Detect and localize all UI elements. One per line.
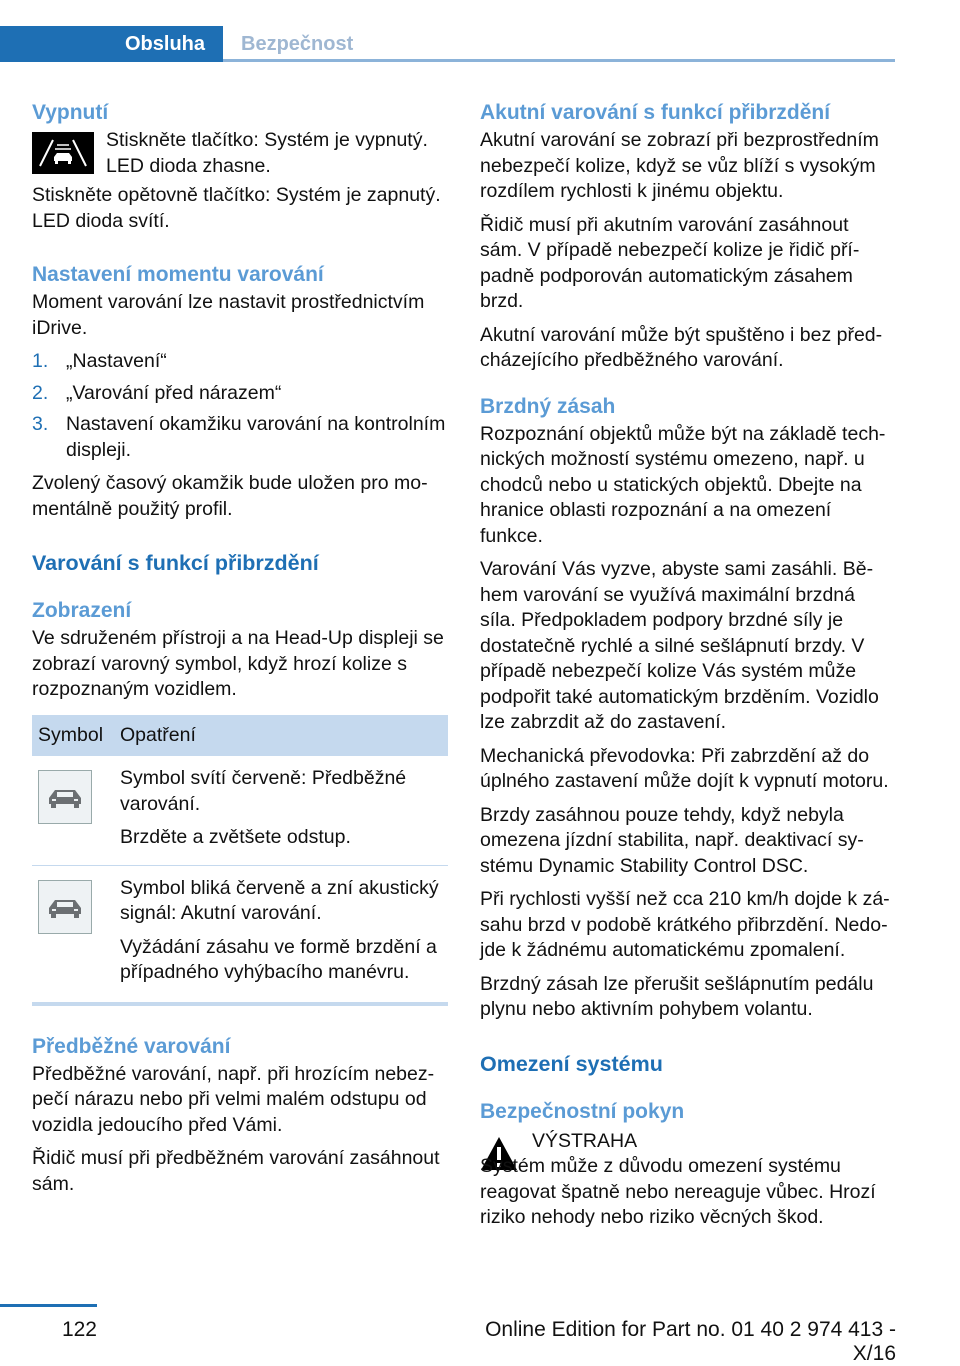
step-number: 2. — [32, 381, 49, 404]
page-number: 122 — [61, 1318, 97, 1341]
table-row — [32, 756, 448, 865]
brzdny-paragraph-4: Brzdy zasáhnou pouze tehdy, když nebyla omezena jízdní stabilita, např. deaktivací systému Dynamic Stability Control DSC. — [480, 803, 864, 877]
warning-text-block — [480, 1129, 896, 1231]
table-cell-text: Symbol bliká červeně a zní akustický signál: Akutní varování. — [120, 876, 439, 924]
vypnuti-icon-row — [32, 128, 448, 179]
vypnuti-paragraph: Stiskněte opětovně tlačítko: Systém je zapnutý. LED dioda svítí. — [32, 184, 441, 232]
list-item — [32, 381, 448, 407]
brzdny-paragraph: Rozpoznání objektů může být na základě technických možností systému omezeno, např. u chodců nebo u statických objektů. Dbejte na hranice oblasti rozpoznání a na omezení funkce. — [480, 422, 886, 547]
section-title-omezeni: Omezení systému — [480, 1051, 663, 1076]
section-title-pokyn: Bezpečnostní pokyn — [480, 1099, 685, 1123]
brzdny-paragraph-2: Varování Vás vyzve, abyste sami zasáhli. Během varování se využívá maximální brzdná síla. Předpokladem podpory brzdné síly je dostatečně rychlé a silné sešlápnutí brzdy. V případě nebezpečí kolize Vás systém může podpořit také automatickým brzděním. Vozidlo lze zabrzdit až do zastavení. — [480, 558, 879, 733]
brzdny-paragraph-6: Brzdný zásah lze přerušit sešlápnutím pedálu plynu nebo aktivním pohybem volantu. — [480, 972, 874, 1020]
symbol-cell — [32, 756, 114, 865]
akutni-paragraph-3: Akutní varování může být spuštěno i bez předcházejícího předběžného varování. — [480, 323, 883, 371]
steps-list — [32, 349, 448, 463]
table-cell-text: Symbol svítí červeně: Předběžné varování. — [120, 767, 407, 815]
car-warning-icon — [38, 880, 92, 934]
tab-obsluha[interactable]: Obsluha — [0, 26, 223, 62]
warning-text: Systém může z důvodu omezení systému reagovat špatně nebo nereaguje vůbec. Hrozí riziko nehody nebo riziko věcných škod. — [480, 1155, 876, 1228]
header-underline — [223, 59, 895, 62]
right-column — [480, 98, 896, 1231]
nastaveni-paragraph-2: Zvolený časový okamžik bude uložen pro momentálně použitý profil. — [32, 472, 428, 520]
section-title-nastaveni: Nastavení momentu varování — [32, 263, 324, 286]
table-header-symbol: Symbol — [32, 715, 114, 757]
table-row — [32, 865, 448, 1000]
step-text: Nastavení okamžiku varování na kontrolním displeji. — [66, 413, 446, 461]
nastaveni-paragraph: Moment varování lze nastavit prostřednictvím iDrive. — [32, 291, 425, 339]
step-number: 3. — [32, 413, 49, 435]
footer-accent-line — [0, 1304, 97, 1307]
predbezne-paragraph-2: Řidič musí při předběžném varování zasáhnout sám. — [32, 1147, 440, 1195]
symbol-table — [32, 715, 448, 1000]
list-item — [32, 349, 448, 375]
symbol-cell — [32, 865, 114, 1000]
step-text: „Varování před nárazem“ — [66, 381, 282, 404]
car-warning-icon — [38, 770, 92, 824]
table-header-row — [32, 715, 448, 757]
action-cell — [114, 865, 448, 1000]
warning-block — [480, 1129, 896, 1231]
section-title-akutni: Akutní varování s funkcí přibrzdění — [480, 101, 831, 124]
step-text: „Nastavení“ — [66, 350, 167, 372]
section-title-vypnuti: Vypnutí — [32, 101, 109, 124]
edition-text: Online Edition for Part no. 01 40 2 974 413 - X/16 — [485, 1318, 896, 1365]
table-header-opatreni: Opatření — [114, 715, 448, 757]
tab-bezpecnost[interactable]: Bezpečnost — [241, 33, 354, 55]
section-title-varovani: Varování s funkcí přibrzdění — [32, 551, 319, 575]
akutni-paragraph-2: Řidič musí při akutním varování zasáhnout sám. V případě nebezpečí kolize je řidič případně podporován automatickým zásahem brzd. — [480, 213, 860, 312]
table-cell-text: Brzděte a zvětšete odstup. — [120, 826, 351, 848]
vypnuti-text: Stiskněte tlačítko: Systém je vypnutý. LED dioda zhasne. — [106, 129, 428, 177]
left-column — [32, 98, 448, 1205]
zobrazeni-paragraph: Ve sdruženém přístroji a na Head-Up displeji se zobrazí varovný symbol, když hrozí kolize s rozpoznaným vozidlem. — [32, 627, 444, 700]
brzdny-paragraph-3: Mechanická převodovka: Při zabrzdění až do úplného zastavení může dojít k vypnutí motoru. — [480, 744, 889, 792]
action-cell — [114, 756, 448, 865]
distance-warning-button-icon — [32, 132, 94, 174]
brzdny-paragraph-5: Při rychlosti vyšší než cca 210 km/h dojde k zásahu brzd v podobě krátkého přibrzdění. Nedojde k žádnému automatickému zpomalení. — [480, 888, 890, 961]
step-number: 1. — [32, 350, 49, 372]
akutni-paragraph: Akutní varování se zobrazí při bezprostředním nebezpečí kolize, když se vůz blíží s vysokým rozdílem rychlosti k jinému objektu. — [480, 129, 879, 202]
warning-label: VÝSTRAHA — [532, 1129, 638, 1152]
section-title-zobrazeni: Zobrazení — [32, 599, 132, 622]
predbezne-paragraph: Předběžné varování, např. při hrozícím nebezpečí nárazu nebo při velmi malém odstupu od vozidla jedoucího před Vámi. — [32, 1062, 435, 1136]
table-cell-text: Vyžádání zásahu ve formě brzdění a případného vyhýbacího manévru. — [120, 935, 437, 983]
section-title-brzdny: Brzdný zásah — [480, 394, 616, 418]
section-title-predbezne: Předběžné varování — [32, 1034, 231, 1058]
list-item — [32, 412, 448, 463]
header-tabs — [0, 26, 960, 62]
